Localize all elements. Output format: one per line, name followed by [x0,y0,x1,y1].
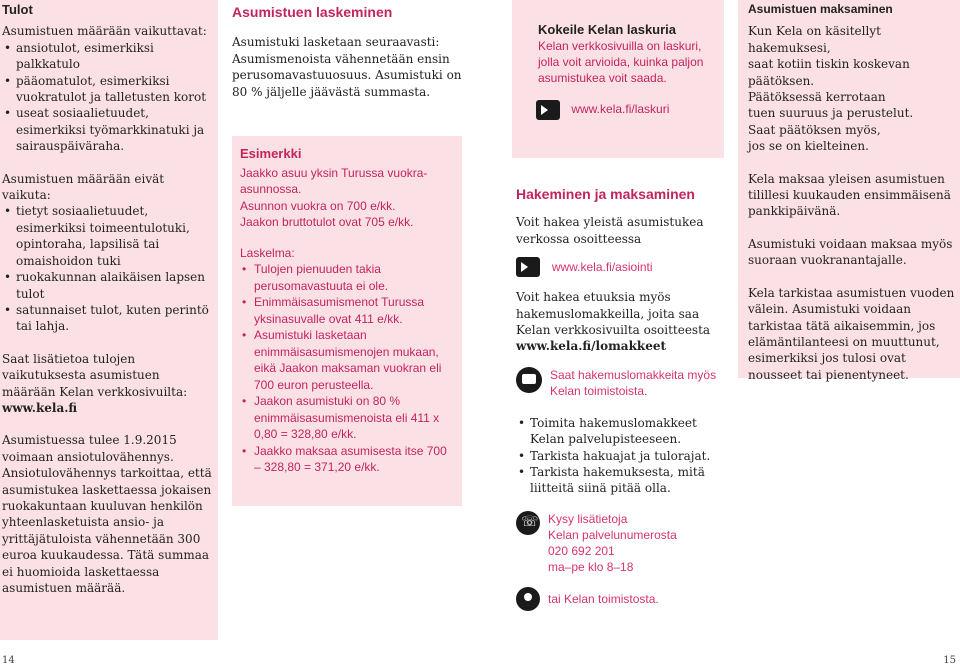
payment-p4: Kela tarkistaa asumistuen vuoden välein. Asumistuki voidaan tarkistaa tätä aikaisemmin, jos elämäntilanteesi on muuttunut, esimerkiksi jos tulosi ovat nousseet tai pienentyneet. [748,285,955,382]
list-item: • Tarkista hakuajat ja tulorajat. [516,448,724,464]
deduction-text: Ansiotulovähennys tarkoittaa, että asumistukea laskettaessa jokaisen ruokakuntaan kuuluvan henkilön yhteenlasketuista ansio- ja yrittäjätuloista vähennetään 300 euroa kuukaudessa. Tätä summaa ei huomioida laskettaessa asumistuen määrää. [2,466,212,595]
income-column [0,0,218,640]
example-line: Jaakko asuu yksin Turussa vuokra-asunnossa. [240,165,428,197]
calculation-intro: Asumistuki lasketaan seuraavasti: Asumismenoista vähennetään ensin perusomavastuuosuus. Asumistuki on 80 % jäljelle jäävästä summasta. [232,35,462,99]
page-number-right: 15 [943,655,956,666]
list-item: • Jaakon asumistuki on 80 % enimmäisasumismenoista eli 411 x 0,80 = 328,80 e/kk. [240,393,454,443]
payment-line: Kun Kela on käsitellyt hakemuksesi, [748,24,881,55]
income-title: Tulot [2,2,33,17]
list-item: • ruokakunnan alaikäisen lapsen tulot [2,269,212,302]
apply-column [512,0,724,611]
calculator-link-row [536,100,716,120]
payment-p2: Kela maksaa yleisen asumistuen tilillesi kuukauden ensimmäisenä pankkipäivänä. [748,171,951,219]
offices-text: Saat hakemuslomakkeita myös Kelan toimistoista. [550,367,717,398]
list-item: • Toimita hakemuslomakkeet Kelan palvelupisteeseen. [516,415,724,448]
affecting-heading: Asumistuen määrään vaikuttavat: [2,24,207,39]
list-item: • tietyt sosiaalietuudet, esimerkiksi toimeentulotuki, opintoraha, lapsilisä tai omaishoidon tuki [2,203,212,269]
more-info-text: Saat lisätietoa tulojen vaikutuksesta asumistuen määrään Kelan verkkosivuilta: www.kela.fi [2,351,188,415]
list-item: • Tulojen pienuuden takia perusomavastuuta ei ole. [240,261,454,294]
payment-line: saat kotiin tiskin koskevan päätöksen. [748,57,910,88]
list-item: • Jaakko maksaa asumisesta itse 700 – 328,80 = 371,20 e/kk. [240,443,454,476]
calculator-text: Kelan verkkosivuilla on laskuri, jolla voit arvioida, kuinka paljon asumistukea voit saada. [538,39,704,85]
example-line: Asunnon vuokra on 700 e/kk. [240,198,396,213]
calculation-column [232,0,462,506]
list-item: • Asumistuki lasketaan enimmäisasumismenojen mukaan, eikä Jaakon maksaman vuokran eli 700 euron perusteella. [240,327,454,393]
not-affecting-heading: Asumistuen määrään eivät vaikuta: [2,171,165,203]
office-line: tai Kelan toimistosta. [548,591,659,606]
example-line: Jaakon bruttotulot ovat 705 e/kk. [240,215,414,230]
list-item: • satunnaiset tulot, kuten perintö tai lahja. [2,302,212,335]
contact-line: Kelan palvelunumerosta [548,527,677,542]
web-icon [536,100,560,120]
calc-heading: Laskelma: [240,245,295,260]
location-icon [516,587,540,611]
page-number-left: 14 [2,655,15,666]
web-icon [516,257,540,277]
calc-list [240,261,454,476]
payment-line: jos se on kielteinen. [748,139,869,154]
form-text: Voit hakea etuuksia myös hakemuslomakkeilla, joita saa Kelan verkkosivuilta osoitteesta www.kela.fi/lomakkeet [516,290,711,354]
deduction-heading: Asumistuessa tulee 1.9.2015 voimaan ansiotulovähennys. [2,433,177,464]
contact-row [516,511,724,575]
phone-number[interactable]: 020 692 201 [548,543,615,558]
apply-text: Voit hakea yleistä asumistukea verkossa osoitteessa [516,215,704,246]
calculator-box [512,0,724,158]
apply-title: Hakeminen ja maksaminen [516,186,695,202]
list-item: • useat sosiaalietuudet, esimerkiksi työmarkkinatuki ja sairauspäiväraha. [2,105,212,154]
actions-list [516,415,724,497]
payment-p3: Asumistuki voidaan maksaa myös suoraan vuokranantajalle. [748,236,953,268]
payment-column [738,0,960,382]
affecting-list [2,40,212,155]
asiointi-link-row [516,257,724,277]
lomakkeet-link[interactable]: www.kela.fi/lomakkeet [516,339,667,354]
list-item: • Enimmäisasumismenot Turussa yksinasuvalle ovat 411 e/kk. [240,294,454,327]
kela-link[interactable]: www.kela.fi [2,400,78,415]
payment-p1 [748,23,956,154]
calculation-title: Asumistuen laskeminen [232,4,393,20]
office-icon [516,367,542,393]
not-affecting-list [2,203,212,334]
example-title: Esimerkki [240,146,302,162]
contact-line: ma–pe klo 8–18 [548,559,634,574]
asiointi-link[interactable]: www.kela.fi/asiointi [551,259,653,274]
list-item: • Tarkista hakemuksesta, mitä liitteitä siinä pitää olla. [516,464,724,497]
calculator-title: Kokeile Kelan laskuria [538,22,677,37]
payment-title: Asumistuen maksaminen [748,2,893,16]
payment-line: tuen suuruus ja perustelut. [748,106,914,121]
contact-line: Kysy lisätietoja [548,511,628,526]
example-box [232,136,462,506]
office-row [516,587,724,611]
payment-line: Saat päätöksen myös, [748,122,881,137]
calculator-link[interactable]: www.kela.fi/laskuri [571,102,670,117]
contact-block [548,511,677,575]
list-item: • ansiotulot, esimerkiksi palkkatulo [2,40,212,73]
payment-line: Päätöksessä kerrotaan [748,90,886,105]
list-item: • pääomatulot, esimerkiksi vuokratulot ja talletusten korot [2,73,212,106]
phone-icon [516,511,540,535]
offices-row [516,367,724,399]
